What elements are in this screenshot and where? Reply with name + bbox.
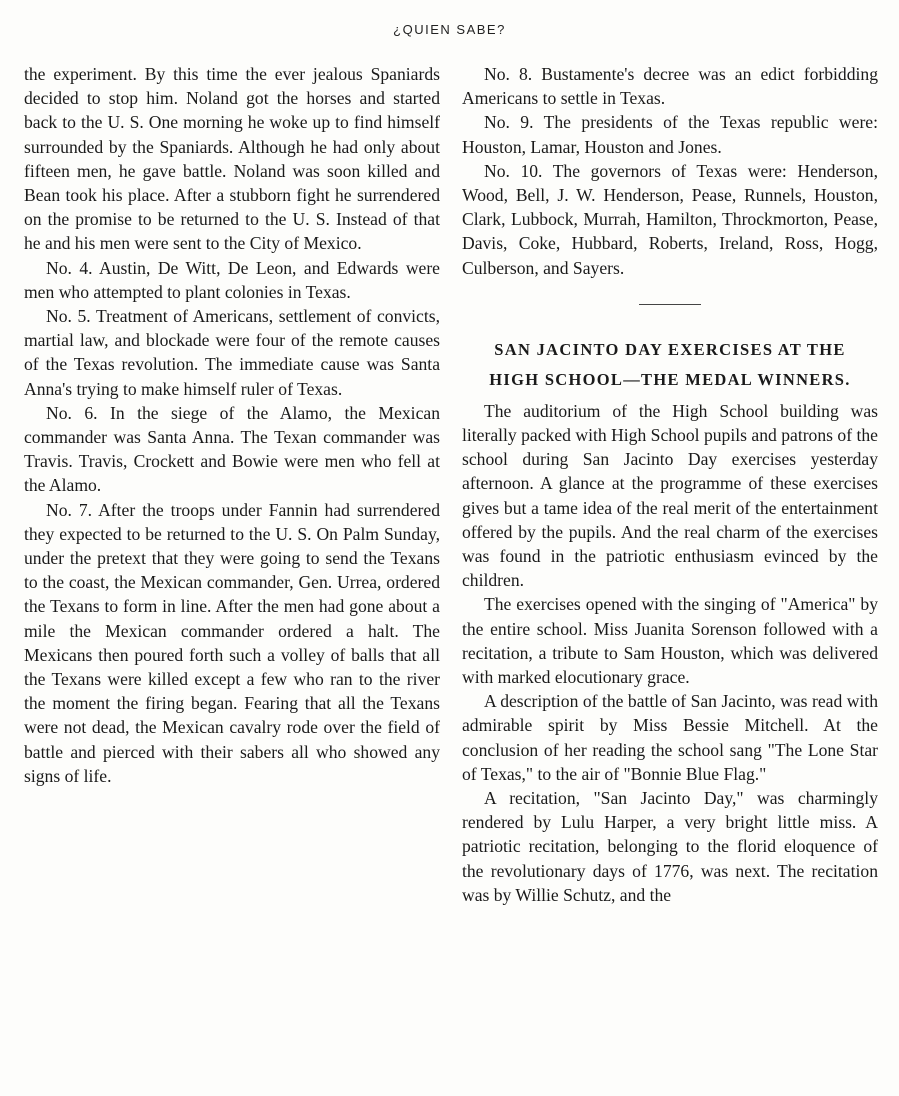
right-column — [462, 62, 878, 907]
paragraph-no-8: No. 8. Bustamente's decree was an edict forbidding Americans to settle in Texas. — [462, 64, 878, 109]
section-divider — [639, 304, 701, 305]
paragraph-no-9: No. 9. The presidents of the Texas republic were: Houston, Lamar, Houston and Jones. — [462, 112, 878, 157]
article-paragraph-1: The auditorium of the High School building was literally packed with High School pupils and patrons of the school during San Jacinto Day exercises yesterday afternoon. A glance at the programme of these exercises gives but a tame idea of the real merit of the entertainment offered by the pupils. And the real charm of the exercises was found in the patriotic enthusiasm evinced by the children. — [462, 400, 878, 591]
article-paragraph-3: A description of the battle of San Jacinto, was read with admirable spirit by Miss Bessie Mitchell. At the conclusion of her reading the school sang "The Lone Star of Texas," to the air of "Bonnie Blue Flag." — [462, 691, 878, 784]
paragraph-continued: the experiment. By this time the ever jealous Spaniards decided to stop him. Noland got the horses and started back to the U. S. One morning he woke up to find himself surrounded by the Spaniards. Although he had only about fifteen men, he gave battle. Noland was soon killed and Bean took his place. After a stubborn fight he surrendered on the promise to be returned to the U. S. Instead of that he and his men were sent to the City of Mexico. — [24, 64, 440, 254]
paragraph-no-10: No. 10. The governors of Texas were: Henderson, Wood, Bell, J. W. Henderson, Pease, Runnels, Houston, Clark, Lubbock, Murrah, Hamilton, Throckmorton, Pease, Davis, Coke, Hubbard, Roberts, Ireland, Ross, Hogg, Culberson, and Sayers. — [462, 160, 878, 278]
article-heading-line-1: SAN JACINTO DAY EXERCISES AT THE — [494, 339, 846, 359]
left-column — [24, 62, 440, 788]
article-heading-line-2: HIGH SCHOOL—THE MEDAL WINNERS. — [489, 369, 851, 389]
running-head: ¿QUIEN SABE? — [393, 22, 506, 37]
article-paragraph-2: The exercises opened with the singing of "America" by the entire school. Miss Juanita Sorenson followed with a recitation, a tribute to Sam Houston, which was delivered with marked elocutionary grace. — [462, 594, 878, 688]
article-heading — [462, 335, 878, 395]
paragraph-no-5: No. 5. Treatment of Americans, settlement of convicts, martial law, and blockade were four of the remote causes of the Texas revolution. The immediate cause was Santa Anna's trying to make himself ruler of Texas. — [24, 306, 440, 399]
paragraph-no-4: No. 4. Austin, De Witt, De Leon, and Edwards were men who attempted to plant colonies in Texas. — [24, 257, 440, 302]
paragraph-no-7: No. 7. After the troops under Fannin had surrendered they expected to be returned to the U. S. On Palm Sunday, under the pretext that they were going to send the Texans to the coast, the Mexican commander, Gen. Urrea, ordered the Texans to form in line. After the men had gone about a mile the Mexican commander ordered a halt. The Mexicans then poured forth such a volley of balls that all the Texans were killed except a few who ran to the river the moment the firing began. Fearing that all the Texans were not dead, the Mexican cavalry rode over the field of battle and pierced with their sabers all who showed any signs of life. — [24, 499, 440, 786]
article-paragraph-4: A recitation, "San Jacinto Day," was charmingly rendered by Lulu Harper, a very bright little miss. A patriotic recitation, belonging to the florid eloquence of the revolutionary days of 1776, was next. The recitation was by Willie Schutz, and the — [462, 788, 878, 905]
paragraph-no-6: No. 6. In the siege of the Alamo, the Mexican commander was Santa Anna. The Texan commander was Travis. Travis, Crockett and Bowie were men who fell at the Alamo. — [24, 402, 440, 496]
